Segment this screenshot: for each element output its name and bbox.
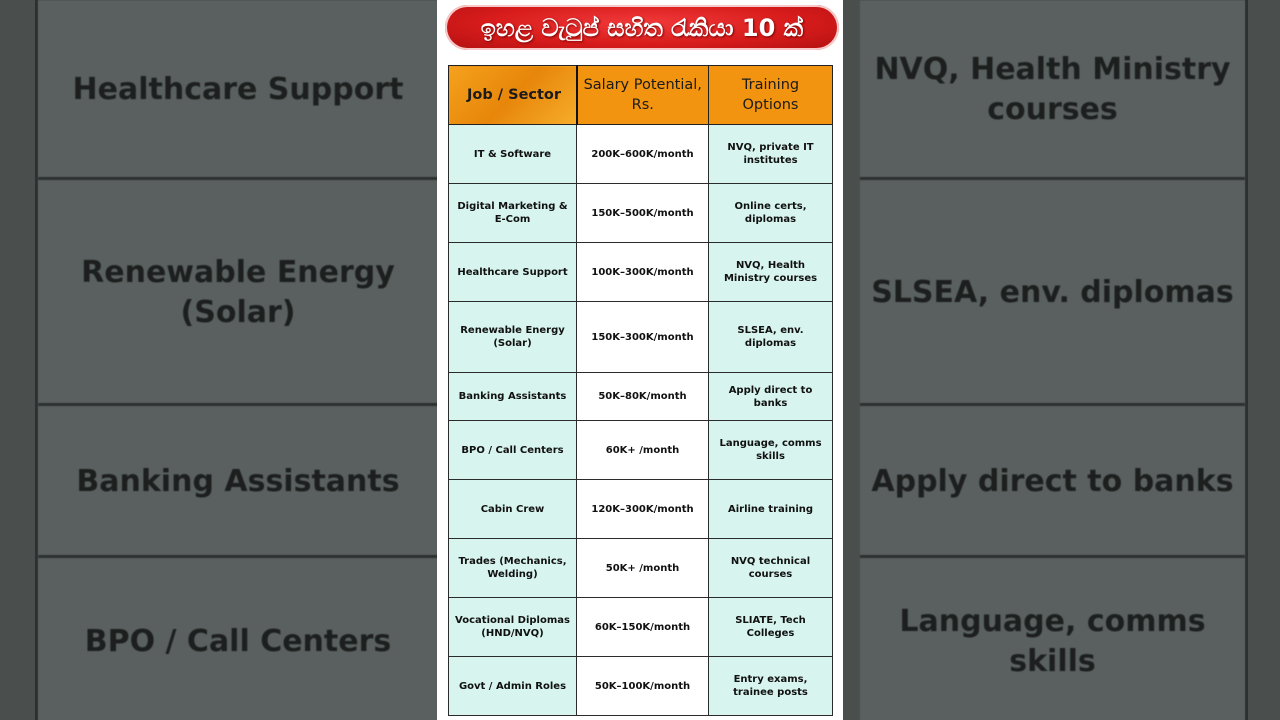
training-cell: Language, comms skills	[709, 421, 833, 480]
training-cell: NVQ technical courses	[709, 539, 833, 598]
salary-cell: 50K–80K/month	[577, 373, 709, 421]
background-left-panel	[0, 0, 437, 720]
background-cell: SLSEA, env. diplomas	[860, 177, 1245, 406]
salary-cell: 120K–300K/month	[577, 480, 709, 539]
salary-cell: 150K–300K/month	[577, 302, 709, 373]
job-cell: Cabin Crew	[449, 480, 577, 539]
table-row	[449, 373, 833, 421]
job-cell: Vocational Diplomas (HND/NVQ)	[449, 598, 577, 657]
salary-cell: 200K–600K/month	[577, 125, 709, 184]
table-header-row	[449, 66, 833, 125]
training-cell: Airline training	[709, 480, 833, 539]
salary-cell: 60K–150K/month	[577, 598, 709, 657]
background-right-panel	[843, 0, 1280, 720]
header-salary: Salary Potential, Rs.	[577, 66, 709, 125]
background-cell: Apply direct to banks	[860, 403, 1245, 558]
table-row	[449, 539, 833, 598]
background-left-column	[35, 0, 437, 720]
background-cell: Healthcare Support	[38, 0, 437, 180]
title-banner: ඉහළ වැටුප් සහිත රැකියා 10 ක්	[445, 5, 839, 50]
job-cell: Renewable Energy (Solar)	[449, 302, 577, 373]
job-cell: IT & Software	[449, 125, 577, 184]
salary-cell: 50K–100K/month	[577, 657, 709, 716]
salary-cell: 150K–500K/month	[577, 184, 709, 243]
salary-cell: 100K–300K/month	[577, 243, 709, 302]
job-cell: Govt / Admin Roles	[449, 657, 577, 716]
background-cell: Renewable Energy (Solar)	[38, 177, 437, 406]
background-cell: NVQ, Health Ministry courses	[860, 0, 1245, 180]
training-cell: NVQ, private IT institutes	[709, 125, 833, 184]
job-cell: Healthcare Support	[449, 243, 577, 302]
salary-cell: 60K+ /month	[577, 421, 709, 480]
jobs-table	[448, 65, 833, 716]
content-card	[437, 0, 843, 720]
table-row	[449, 243, 833, 302]
table-row	[449, 657, 833, 716]
table-row	[449, 421, 833, 480]
training-cell: Online certs, diplomas	[709, 184, 833, 243]
training-cell: SLSEA, env. diplomas	[709, 302, 833, 373]
training-cell: Entry exams, trainee posts	[709, 657, 833, 716]
table-row	[449, 125, 833, 184]
job-cell: Banking Assistants	[449, 373, 577, 421]
training-cell: Apply direct to banks	[709, 373, 833, 421]
header-job-sector: Job / Sector	[449, 66, 577, 125]
background-cell: BPO / Call Centers	[38, 555, 437, 720]
training-cell: SLIATE, Tech Colleges	[709, 598, 833, 657]
table-row	[449, 480, 833, 539]
header-training: Training Options	[709, 66, 833, 125]
table-row	[449, 598, 833, 657]
table-row	[449, 302, 833, 373]
job-cell: BPO / Call Centers	[449, 421, 577, 480]
training-cell: NVQ, Health Ministry courses	[709, 243, 833, 302]
job-cell: Digital Marketing & E-Com	[449, 184, 577, 243]
background-cell: Language, comms skills	[860, 555, 1245, 720]
job-cell: Trades (Mechanics, Welding)	[449, 539, 577, 598]
table-row	[449, 184, 833, 243]
background-cell: Banking Assistants	[38, 403, 437, 558]
background-right-column	[860, 0, 1248, 720]
salary-cell: 50K+ /month	[577, 539, 709, 598]
